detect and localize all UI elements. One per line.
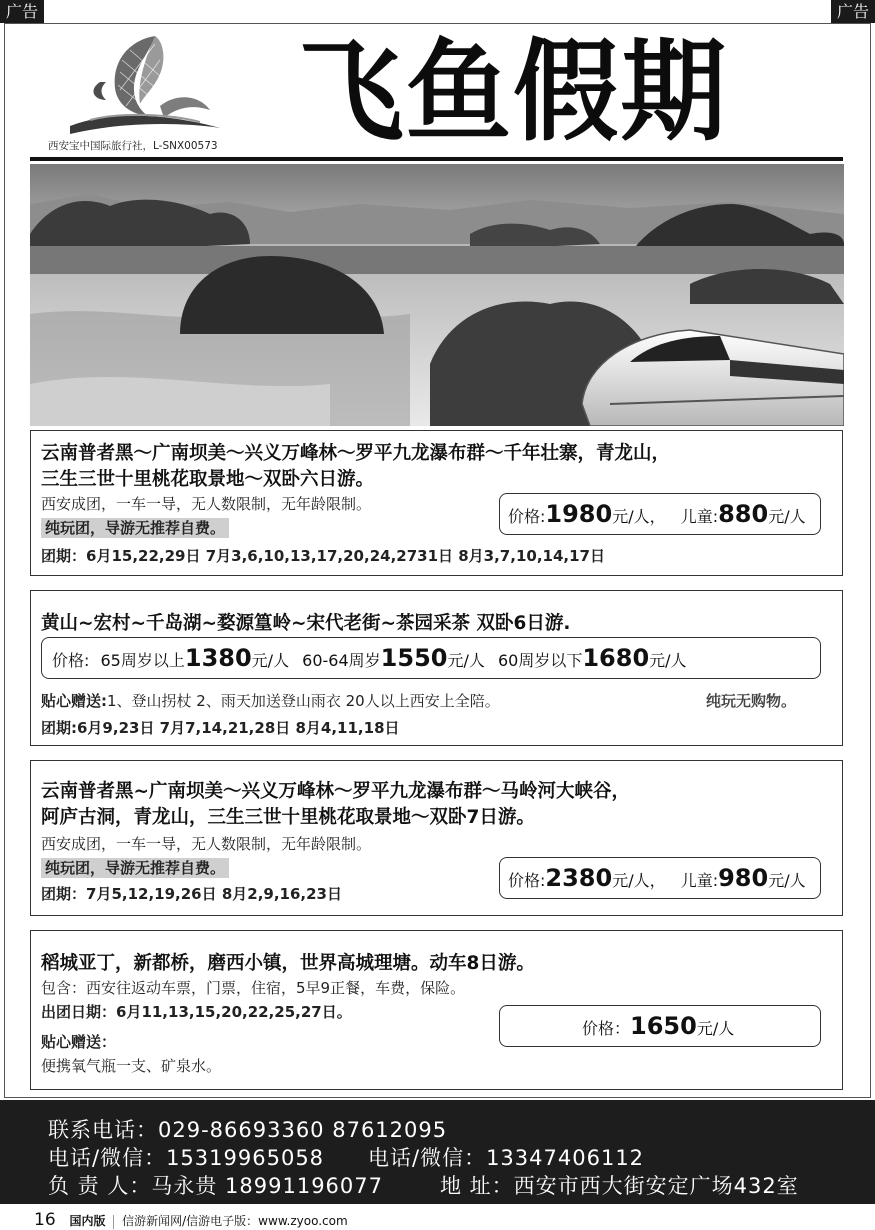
tour-1-title-line-2: 三生三世十里桃花取景地～双卧六日游。	[41, 469, 375, 490]
tour-4-gift-label: 贴心赠送：	[41, 1033, 117, 1051]
tour-1-child-price: 880	[718, 500, 769, 528]
tour-1-dates: 团期：6月15,22,29日 7月3,6,10,13,17,20,24,2731日 8月3,7,10,14,17日	[41, 547, 605, 565]
tour-4-dates: 出团日期：6月11,13,15,20,22,25,27日。	[41, 1003, 352, 1021]
tour-3-dates: 团期：7月5,12,19,26日 8月2,9,16,23日	[41, 885, 342, 903]
tour-4-includes: 包含：西安往返动车票，门票，住宿，5早9正餐，车费，保险。	[41, 979, 466, 997]
source-text: 信游新闻网/信游电子版：www.zyoo.com	[122, 1214, 348, 1228]
tour-3-price: 2380	[545, 864, 613, 892]
tour-2-dates: 团期:6月9,23日 7月7,14,21,28日 8月4,11,18日	[41, 719, 400, 737]
ad-label-left: 广告	[0, 0, 44, 23]
tour-3-price-box: 价格:2380元/人， 儿童:980元/人	[499, 857, 821, 899]
page-footer	[34, 1210, 348, 1230]
header-rule	[30, 157, 843, 161]
contact-phone: 联系电话：029-86693360 87612095	[48, 1118, 448, 1142]
tour-card-3	[30, 760, 843, 916]
flying-fish-logo	[60, 30, 230, 140]
tour-3-title-line-2: 阿庐古洞，青龙山，三生三世十里桃花取景地～双卧7日游。	[41, 807, 535, 828]
tour-2-no-shopping: 纯玩无购物。	[706, 692, 797, 710]
tour-4-title: 稻城亚丁，新都桥，磨西小镇，世界高城理塘。动车8日游。	[41, 953, 535, 974]
contact-address: 地 址：西安市西大街安定广场432室	[440, 1174, 799, 1198]
tour-4-price: 1650	[630, 1012, 697, 1040]
tour-3-highlight: 纯玩团，导游无推荐自费。	[41, 858, 229, 878]
contact-person: 负 责 人：马永贵 18991196077	[48, 1174, 383, 1198]
contact-wechat-1: 电话/微信：15319965058	[48, 1146, 325, 1170]
tour-1-highlight: 纯玩团，导游无推荐自费。	[41, 518, 229, 538]
tour-2-price-65plus: 1380	[184, 644, 252, 672]
tour-2-price-60-64: 1550	[380, 644, 448, 672]
brand-title: 飞鱼假期	[298, 28, 729, 156]
tour-1-price-box: 价格:1980元/人， 儿童:880元/人	[499, 493, 821, 535]
license-text: 西安宝中国际旅行社，L-SNX00573	[48, 140, 218, 152]
contact-footer	[0, 1100, 875, 1204]
contact-wechat-2: 电话/微信：13347406112	[368, 1146, 645, 1170]
tour-1-title-line-1: 云南普者黑～广南坝美～兴义万峰林～罗平九龙瀑布群～千年壮寨，青龙山，	[41, 443, 671, 464]
tour-card-1	[30, 430, 843, 576]
tour-1-info: 西安成团，一车一导，无人数限制，无年龄限制。	[41, 495, 372, 513]
section-label: 国内版	[69, 1214, 106, 1228]
tour-2-price-box: 价格: 65周岁以上1380元/人 60-64周岁1550元/人 60周岁以下1680元/人	[41, 637, 821, 679]
tour-card-2	[30, 590, 843, 746]
tour-3-info: 西安成团，一车一导，无人数限制，无年龄限制。	[41, 835, 372, 853]
tour-3-title-line-1: 云南普者黑~广南坝美～兴义万峰林～罗平九龙瀑布群～马岭河大峡谷，	[41, 781, 631, 802]
tour-1-price: 1980	[545, 500, 613, 528]
ad-label-right: 广告	[831, 0, 875, 23]
tour-3-child-price: 980	[718, 864, 769, 892]
tour-2-gift: 贴心赠送:1、登山拐杖 2、雨天加送登山雨衣 20人以上西安上全陪。	[41, 692, 500, 710]
landscape-photo	[30, 164, 844, 426]
tour-2-price-under-60: 1680	[582, 644, 650, 672]
tour-2-title: 黄山~宏村~千岛湖~婺源篁岭~宋代老街~茶园采茶 双卧6日游.	[41, 613, 571, 634]
tour-4-price-box: 价格：1650元/人	[499, 1005, 821, 1047]
tour-card-4	[30, 930, 843, 1090]
divider	[113, 1215, 114, 1229]
tour-4-gift: 便携氧气瓶一支、矿泉水。	[41, 1057, 222, 1075]
page-number: 16	[34, 1210, 56, 1230]
